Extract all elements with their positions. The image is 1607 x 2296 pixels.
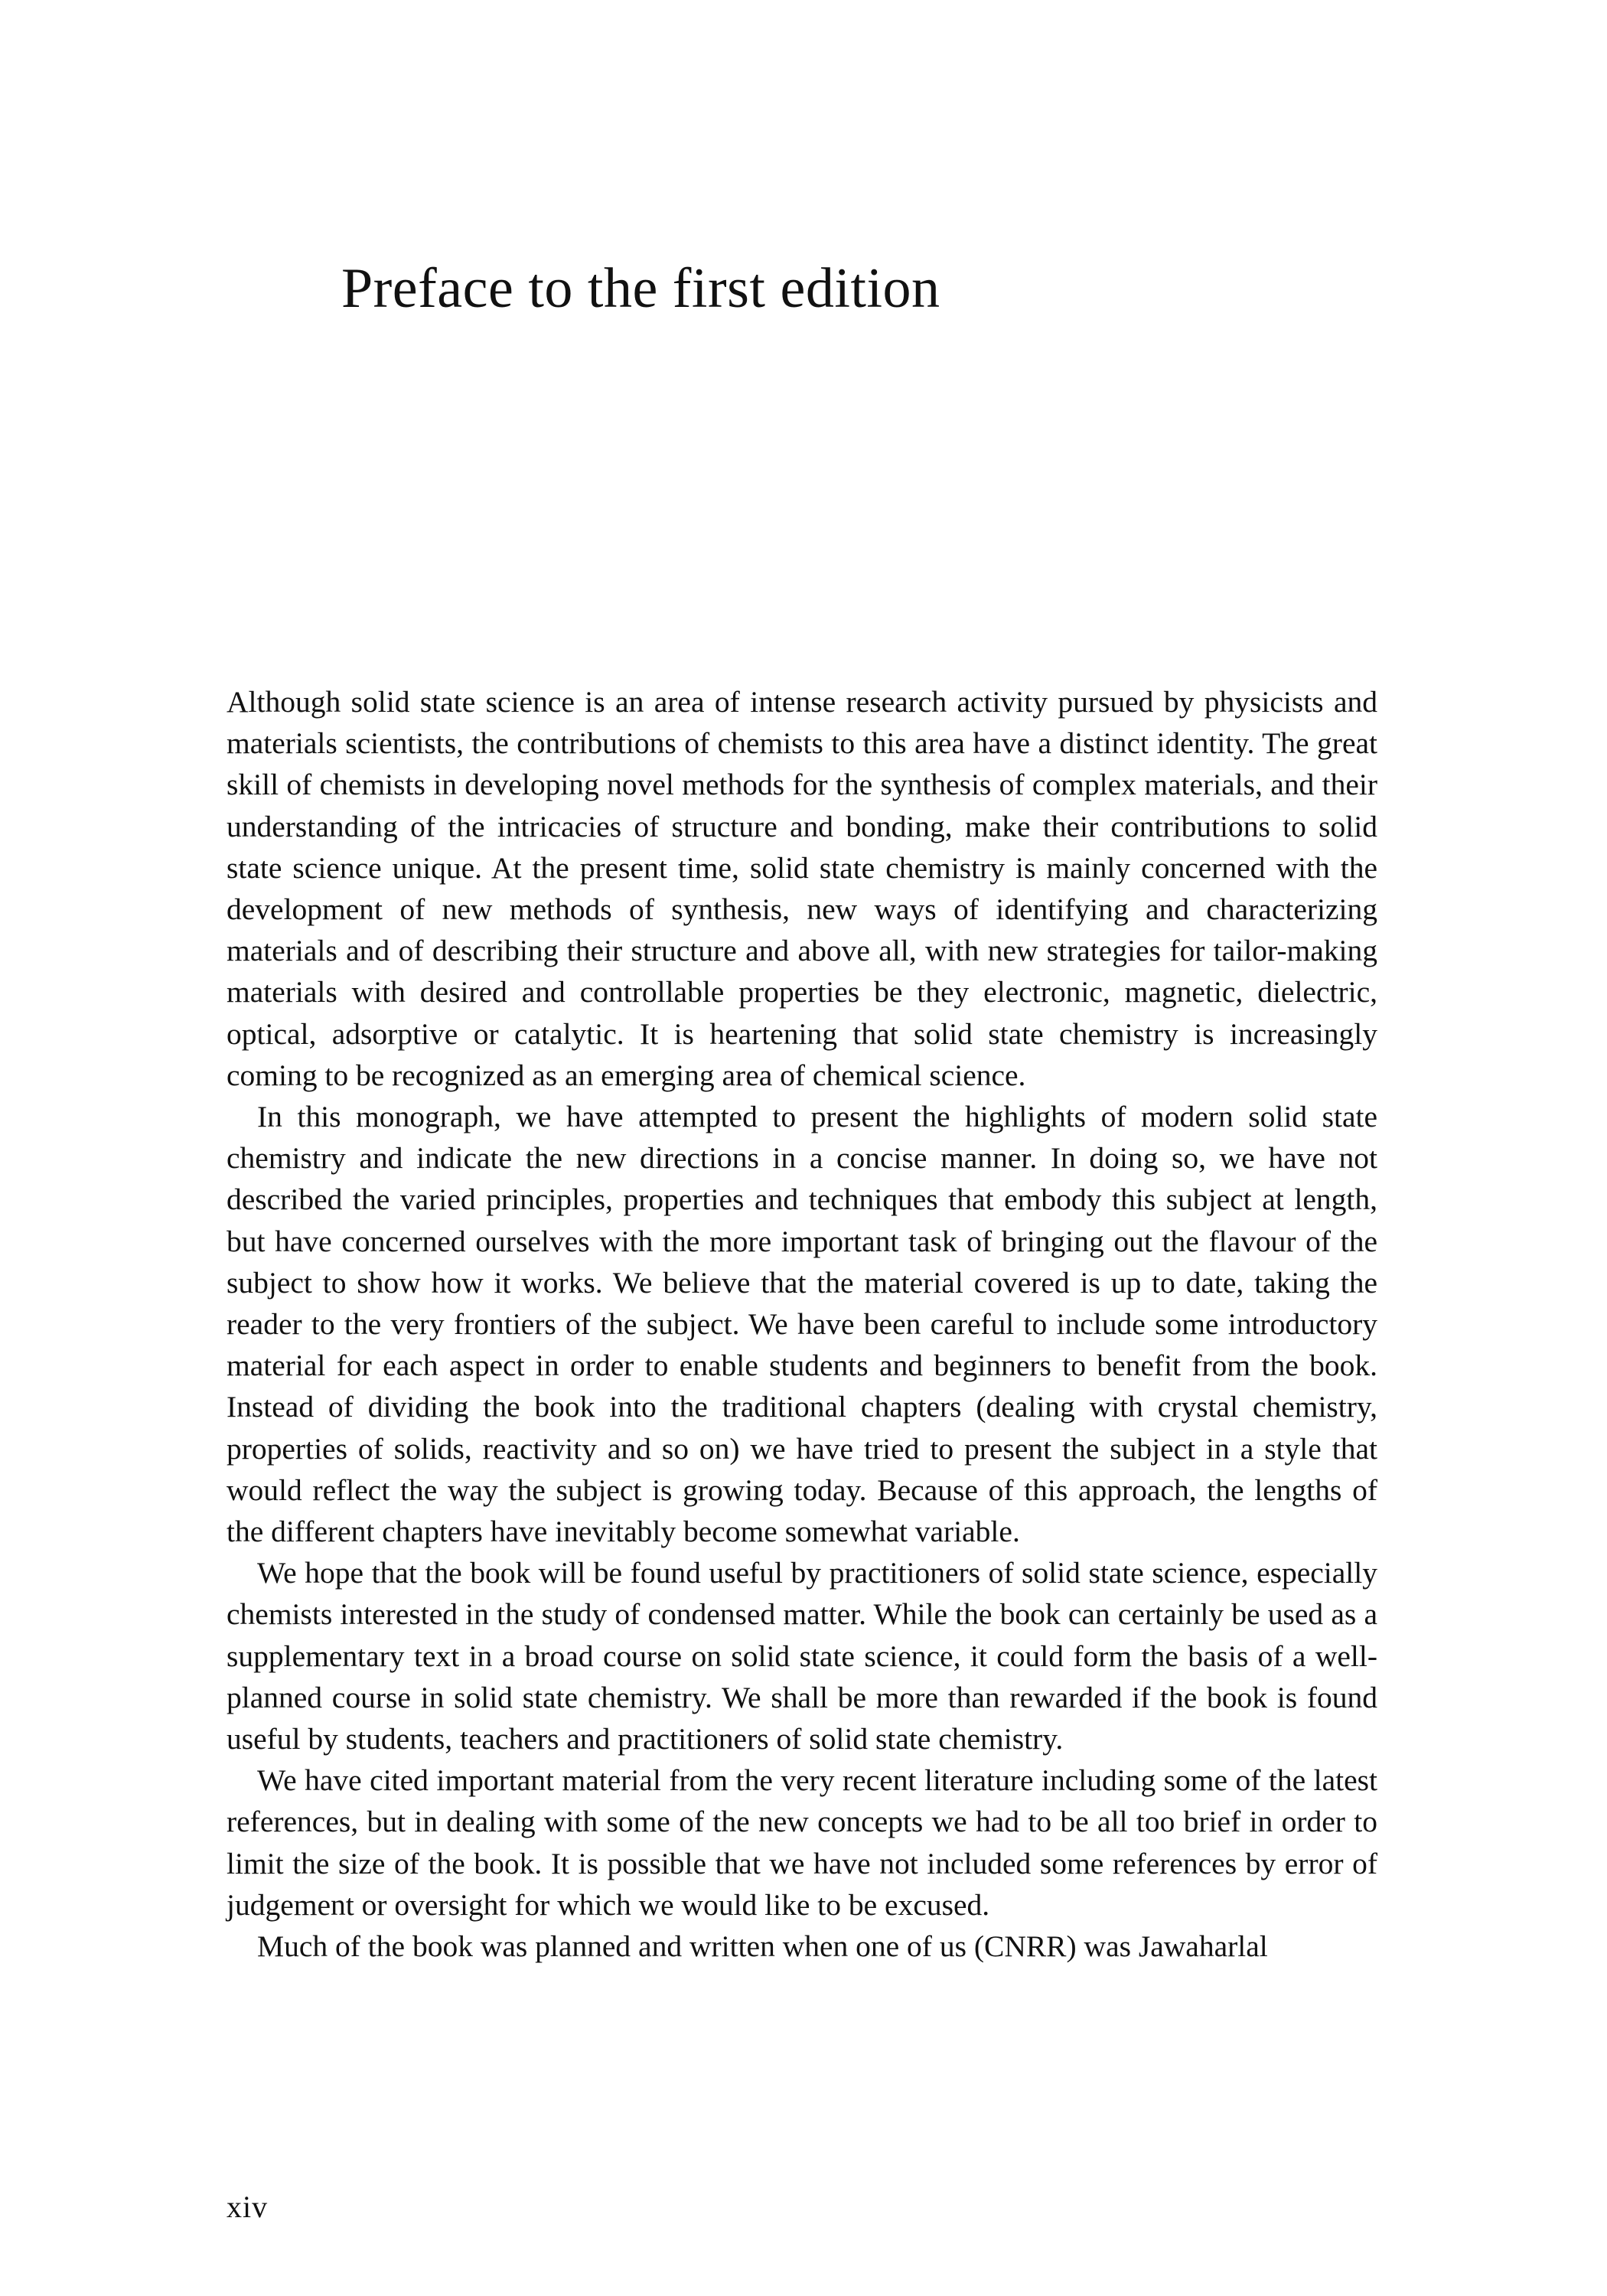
paragraph: Much of the book was planned and written when one of us (CNRR) was Jawaharlal bbox=[257, 1929, 1268, 1964]
page-title: Preface to the first edition bbox=[341, 257, 940, 320]
page-number: xiv bbox=[227, 2190, 269, 2224]
paragraph: We have cited important material from the very recent literature including some of the latest references, but in dealing with some of the new concepts we had to be all too brief in order to limit the size of the book. It is possible that we have not included some references by error of judgement or oversight for which we would like to be excused. bbox=[227, 1763, 1377, 1922]
paragraph: We hope that the book will be found useful by practitioners of solid state science, especially chemists interested in the study of condensed matter. While the book can certainly be used as a supplementary text in a broad course on solid state science, it could form the basis of a well-planned course in solid state chemistry. We shall be more than rewarded if the book is found useful by students, teachers and practitioners of solid state chemistry. bbox=[227, 1556, 1377, 1756]
paragraph: In this monograph, we have attempted to present the highlights of modern solid state chemistry and indicate the new directions in a concise manner. In doing so, we have not described the varied principles, properties and techniques that embody this subject at length, but have concerned ourselves with the more important task of bringing out the flavour of the subject to show how it works. We believe that the material covered is up to date, taking the reader to the very frontiers of the subject. We have been careful to include some introductory material for each aspect in order to enable students and beginners to benefit from the book. Instead of dividing the book into the traditional chapters (dealing with crystal chemistry, properties of solids, reactivity and so on) we have tried to present the subject in a style that would reflect the way the subject is growing today. Because of this approach, the lengths of the different chapters have inevitably become somewhat variable. bbox=[227, 1100, 1377, 1549]
preface-body bbox=[227, 681, 1377, 1967]
paragraph: Although solid state science is an area of intense research activity pursued by physicists and materials scientists, the contributions of chemists to this area have a distinct identity. The great skill of chemists in developing novel methods for the synthesis of complex materials, and their understanding of the intricacies of structure and bonding, make their contributions to solid state science unique. At the present time, solid state chemistry is mainly concerned with the development of new methods of synthesis, new ways of identifying and characterizing materials and of describing their structure and above all, with new strategies for tailor-making materials with desired and controllable properties be they electronic, magnetic, dielectric, optical, adsorptive or catalytic. It is heartening that solid state chemistry is increasingly coming to be recognized as an emerging area of chemical science. bbox=[227, 685, 1377, 1092]
